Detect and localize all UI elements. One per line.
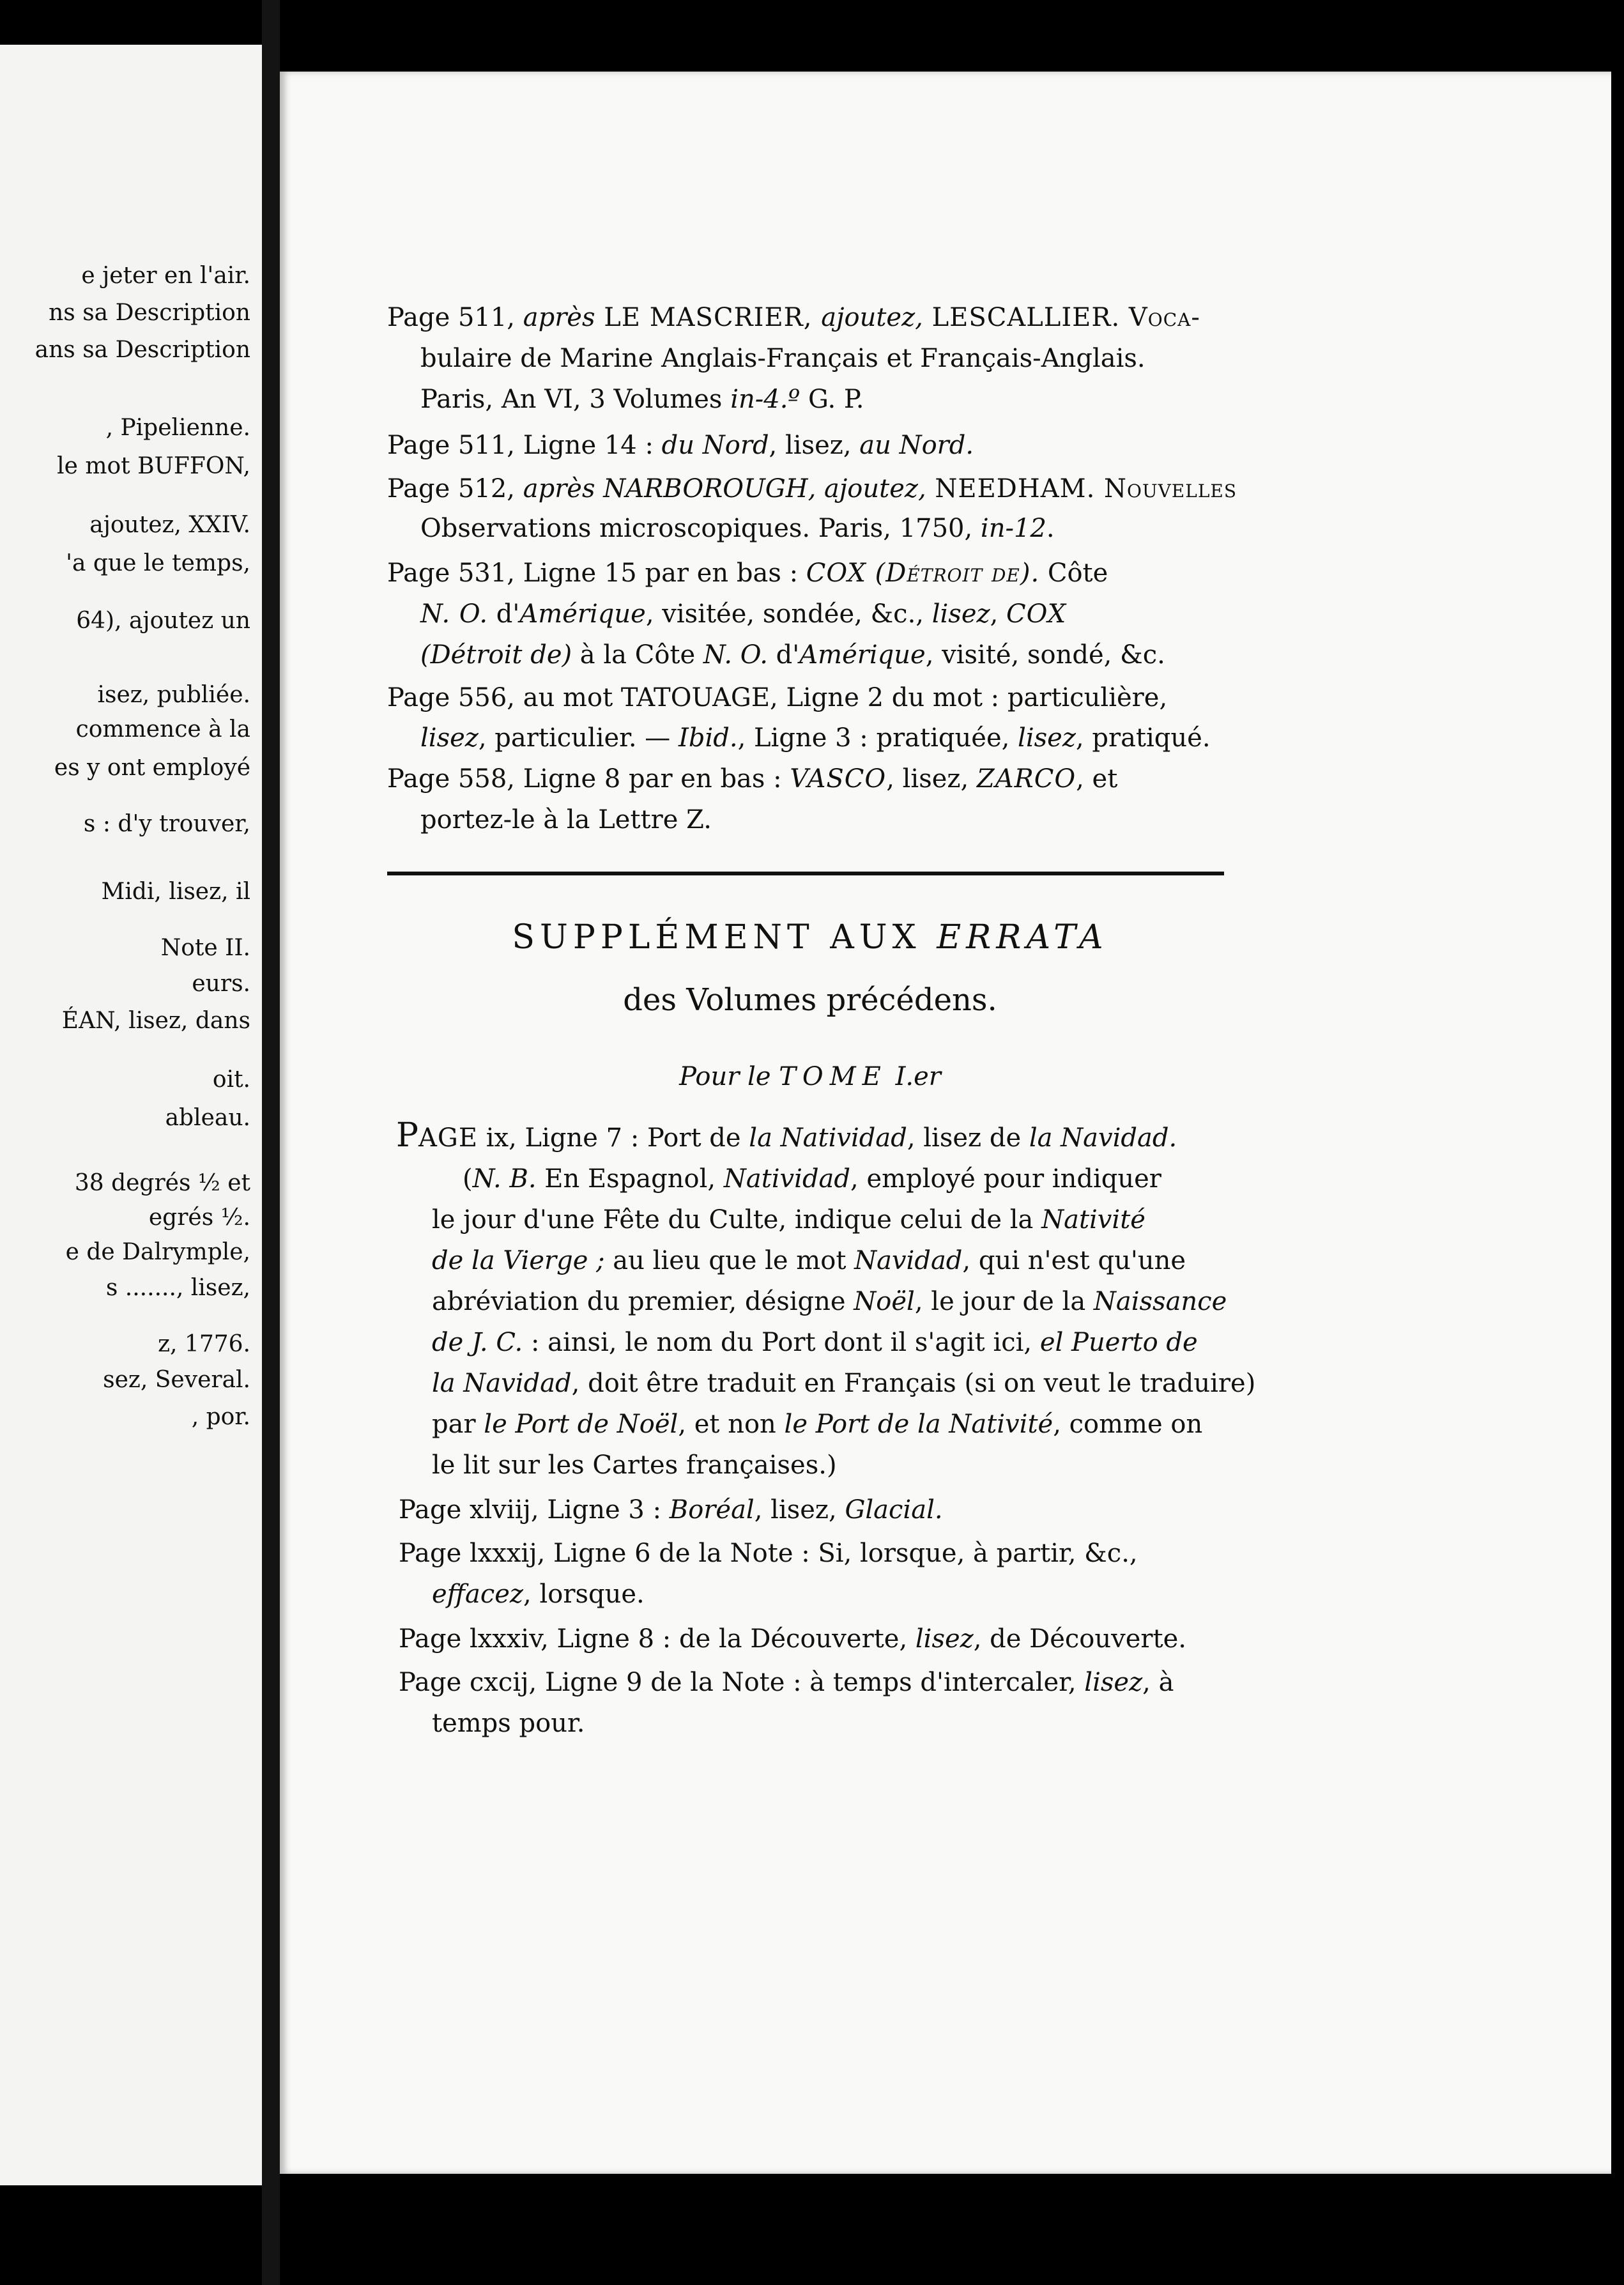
supplement-entry-page-ix-line-4: de la Vierge ; au lieu que le mot Navidad, qui n'est qu'une <box>432 1246 1186 1275</box>
left-page-line: 'a que le temps, <box>66 550 250 576</box>
left-page-fragment <box>0 45 262 2185</box>
left-page-line: Midi, lisez, il <box>101 879 250 905</box>
supplement-entry-page-ix-line-5: abréviation du premier, désigne Noël, le jour de la Naissance <box>432 1287 1227 1316</box>
errata-entry-page-512-line-2: Observations microscopiques. Paris, 1750, in-12. <box>420 514 1055 543</box>
left-page-line: commence à la <box>75 716 250 742</box>
supplement-entry-page-ix-line-7: la Navidad, doit être traduit en Français (si on veut le traduire) <box>432 1369 1256 1398</box>
left-page-line: s ......., lisez, <box>105 1275 250 1301</box>
supplement-entry-page-lxxxij-line-1: Page lxxxij, Ligne 6 de la Note : Si, lorsque, à partir, &c., <box>399 1539 1138 1568</box>
left-page-line: isez, publiée. <box>97 682 250 708</box>
errata-entry-page-531-line-3: (Détroit de) à la Côte N. O. d'Amérique, visité, sondé, &c. <box>420 640 1165 670</box>
supplement-entry-page-lxxxij-line-2: effacez, lorsque. <box>432 1580 645 1609</box>
errata-entry-page-511-line-2: bulaire de Marine Anglais-Français et Français-Anglais. <box>420 344 1145 373</box>
supplement-entry-page-ix-line-9: le lit sur les Cartes françaises.) <box>432 1450 837 1480</box>
errata-entry-page-558-line-2: portez-le à la Lettre Z. <box>420 805 712 835</box>
left-page-line: le mot BUFFON, <box>57 453 250 479</box>
errata-entry-page-511-ligne-14: Page 511, Ligne 14 : du Nord, lisez, au Nord. <box>387 431 974 460</box>
supplement-entry-page-cxcij-line-1: Page cxcij, Ligne 9 de la Note : à temps d'intercaler, lisez, à <box>399 1668 1174 1697</box>
supplement-subtitle: des Volumes précédens. <box>623 982 997 1018</box>
left-page-line: 64), ajoutez un <box>76 608 250 634</box>
left-page-line: , Pipelienne. <box>105 415 250 441</box>
tome-heading: Pour le TOME I.er <box>679 1062 941 1091</box>
left-page-line: z, 1776. <box>158 1331 250 1357</box>
left-page-line: oit. <box>212 1066 250 1093</box>
supplement-entry-page-ix-line-6: de J. C. : ainsi, le nom du Port dont il s'agit ici, el Puerto de <box>432 1328 1198 1357</box>
errata-entry-page-556-line-1: Page 556, au mot TATOUAGE, Ligne 2 du mot : particulière, <box>387 683 1168 712</box>
left-page-line: ÉAN, lisez, dans <box>61 1008 250 1034</box>
supplement-entry-page-ix-line-2: (N. B. En Espagnol, Natividad, employé pour indiquer <box>463 1164 1161 1194</box>
left-page-line: s : d'y trouver, <box>83 811 250 837</box>
supplement-entry-page-cxcij-line-2: temps pour. <box>432 1709 585 1738</box>
errata-entry-page-558-line-1: Page 558, Ligne 8 par en bas : VASCO, lisez, ZARCO, et <box>387 764 1118 794</box>
left-page-line: ajoutez, XXIV. <box>89 512 250 538</box>
left-page-line: ans sa Description <box>34 337 250 363</box>
supplement-entry-page-ix-line-3: le jour d'une Fête du Culte, indique celui de la Nativité <box>432 1205 1145 1235</box>
left-page-line: ns sa Description <box>49 300 250 326</box>
errata-entry-page-511-line-1: Page 511, après LE MASCRIER, ajoutez, LESCALLIER. Voca- <box>387 303 1200 332</box>
errata-entry-page-511-line-3: Paris, An VI, 3 Volumes in-4.º G. P. <box>420 385 864 414</box>
errata-entry-page-531-line-1: Page 531, Ligne 15 par en bas : COX (Détroit de). Côte <box>387 558 1108 588</box>
left-page-line: sez, Several. <box>103 1367 250 1393</box>
supplement-entry-page-ix-line-8: par le Port de Noël, et non le Port de la Nativité, comme on <box>432 1410 1203 1439</box>
left-page-line: 38 degrés ½ et <box>74 1170 250 1196</box>
left-page-line: es y ont employé <box>54 755 250 781</box>
right-page <box>280 72 1611 2174</box>
errata-entry-page-556-line-2: lisez, particulier. — Ibid., Ligne 3 : pratiquée, lisez, pratiqué. <box>420 723 1211 753</box>
left-page-line: e de Dalrymple, <box>65 1239 250 1265</box>
left-page-line: eurs. <box>192 971 250 997</box>
supplement-entry-page-xlviij: Page xlviij, Ligne 3 : Boréal, lisez, Glacial. <box>399 1495 943 1525</box>
errata-entry-page-531-line-2: N. O. d'Amérique, visitée, sondée, &c., lisez, COX <box>420 599 1067 629</box>
supplement-title: SUPPLÉMENT AUX ERRATA <box>512 918 1108 957</box>
supplement-entry-page-lxxxiv: Page lxxxiv, Ligne 8 : de la Découverte, lisez, de Découverte. <box>399 1624 1186 1654</box>
book-gutter <box>262 0 280 2285</box>
section-divider <box>387 872 1224 875</box>
supplement-entry-page-ix-line-1: PAGE ix, Ligne 7 : Port de la Natividad, lisez de la Navidad. <box>396 1116 1177 1155</box>
left-page-line: ableau. <box>165 1105 250 1131</box>
left-page-line: , por. <box>191 1404 250 1430</box>
left-page-line: egrés ½. <box>148 1204 250 1231</box>
errata-entry-page-512-line-1: Page 512, après NARBOROUGH, ajoutez, NEEDHAM. Nouvelles <box>387 474 1237 504</box>
left-page-line: e jeter en l'air. <box>81 263 250 289</box>
left-page-line: Note II. <box>160 935 250 961</box>
